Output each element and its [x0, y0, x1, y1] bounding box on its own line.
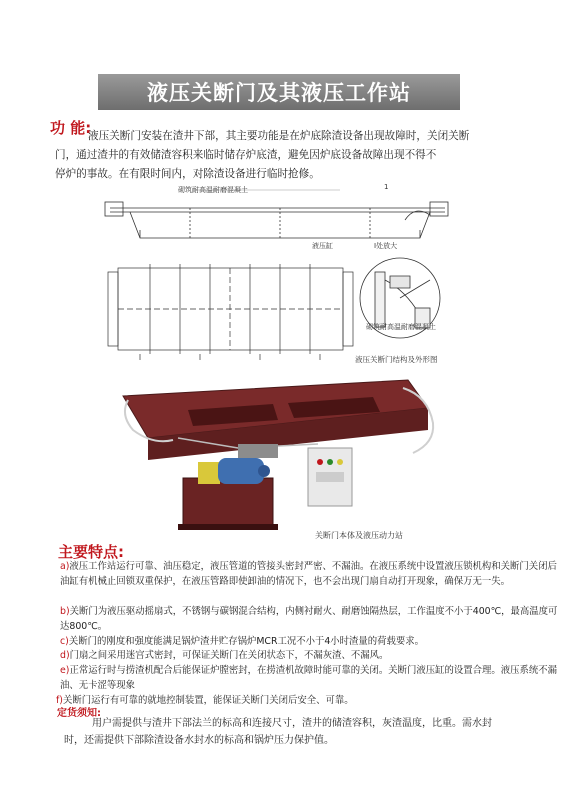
function-heading: 功 能:	[50, 119, 92, 137]
feature-text: 关断门运行有可靠的就地控制装置，能保证关断门关闭后安全、可靠。	[62, 695, 354, 706]
feature-marker: f)	[56, 695, 63, 706]
feature-item-c	[60, 634, 560, 649]
feature-marker: c)	[60, 636, 69, 647]
label-detail-marker: 1	[384, 183, 389, 191]
label-refractory-top: 砌筑耐高温耐磨混凝土	[178, 186, 248, 194]
function-line-3: 停炉的事故。在有限时间内，对除渣设备进行临时抢修。	[55, 168, 320, 180]
plan-view	[108, 264, 353, 360]
feature-item-b	[60, 604, 560, 634]
features-heading: 主要特点:	[58, 543, 124, 561]
photo-caption: 关断门本体及液压动力站	[315, 531, 403, 540]
feature-marker: e)	[60, 665, 70, 676]
drawing-caption: 液压关断门结构及外形图	[355, 355, 438, 364]
feature-marker: d)	[60, 650, 70, 661]
label-refractory-detail: 砌筑耐高温耐磨混凝土	[366, 323, 436, 331]
side-elevation	[105, 202, 448, 238]
feature-marker: a)	[60, 561, 70, 572]
feature-item-e	[60, 663, 560, 693]
feature-marker: b)	[60, 606, 70, 617]
feature-text: 关断门的刚度和强度能满足锅炉渣井贮存锅炉MCR工况不小于4小时渣量的荷载要求。	[68, 636, 425, 647]
structure-drawing	[100, 180, 460, 365]
label-cylinder: 液压缸	[312, 242, 333, 250]
function-line-1: 液压关断门安装在渣井下部，其主要功能是在炉底除渣设备出现故障时，关闭关断	[88, 130, 470, 142]
ordering-line-2: 时，还需提供下部除渣设备水封水的标高和锅炉压力保护值。	[64, 735, 334, 746]
feature-item-f	[56, 693, 556, 708]
feature-text: 门扇之间采用迷宫式密封，可保证关断门在关闭状态下，不漏灰渣、不漏风。	[69, 650, 389, 661]
feature-text: 关断门为液压驱动摇扇式，不锈钢与碳钢混合结构，内侧衬耐火、耐磨蚀隔热层，工作温度不小于400℃，最高温度可达800℃。	[60, 606, 558, 632]
equipment-photo	[118, 378, 438, 536]
function-line-2: 门，通过渣井的有效储渣容积来临时储存炉底渣，避免因炉底设备故障出现不得不	[55, 149, 437, 161]
feature-text: 液压工作站运行可靠、油压稳定，液压管道的管接头密封严密、不漏油。在液压系统中设置液压锁机构和关断门关闭后油缸有机械止回锁双重保护，在液压管路即使卸油的情况下，也不会出现门扇自动打开现象，确保万无一失。	[60, 561, 557, 587]
page-title: 液压关断门及其液压工作站	[98, 74, 460, 110]
feature-item-d	[60, 648, 560, 663]
feature-item-a	[60, 559, 560, 589]
label-detail: Ⅰ处放大	[374, 242, 398, 250]
ordering-heading: 定货须知:	[57, 708, 101, 719]
feature-text: 正常运行时与捞渣机配合后能保证炉膛密封，在捞渣机故障时能可靠的关闭。关断门液压缸的设置合理。液压系统不漏油、无卡涩等现象	[60, 665, 557, 691]
ordering-line-1: 用户需提供与渣井下部法兰的标高和连接尺寸，渣井的储渣容积，灰渣温度，比重。需水封	[92, 718, 492, 729]
